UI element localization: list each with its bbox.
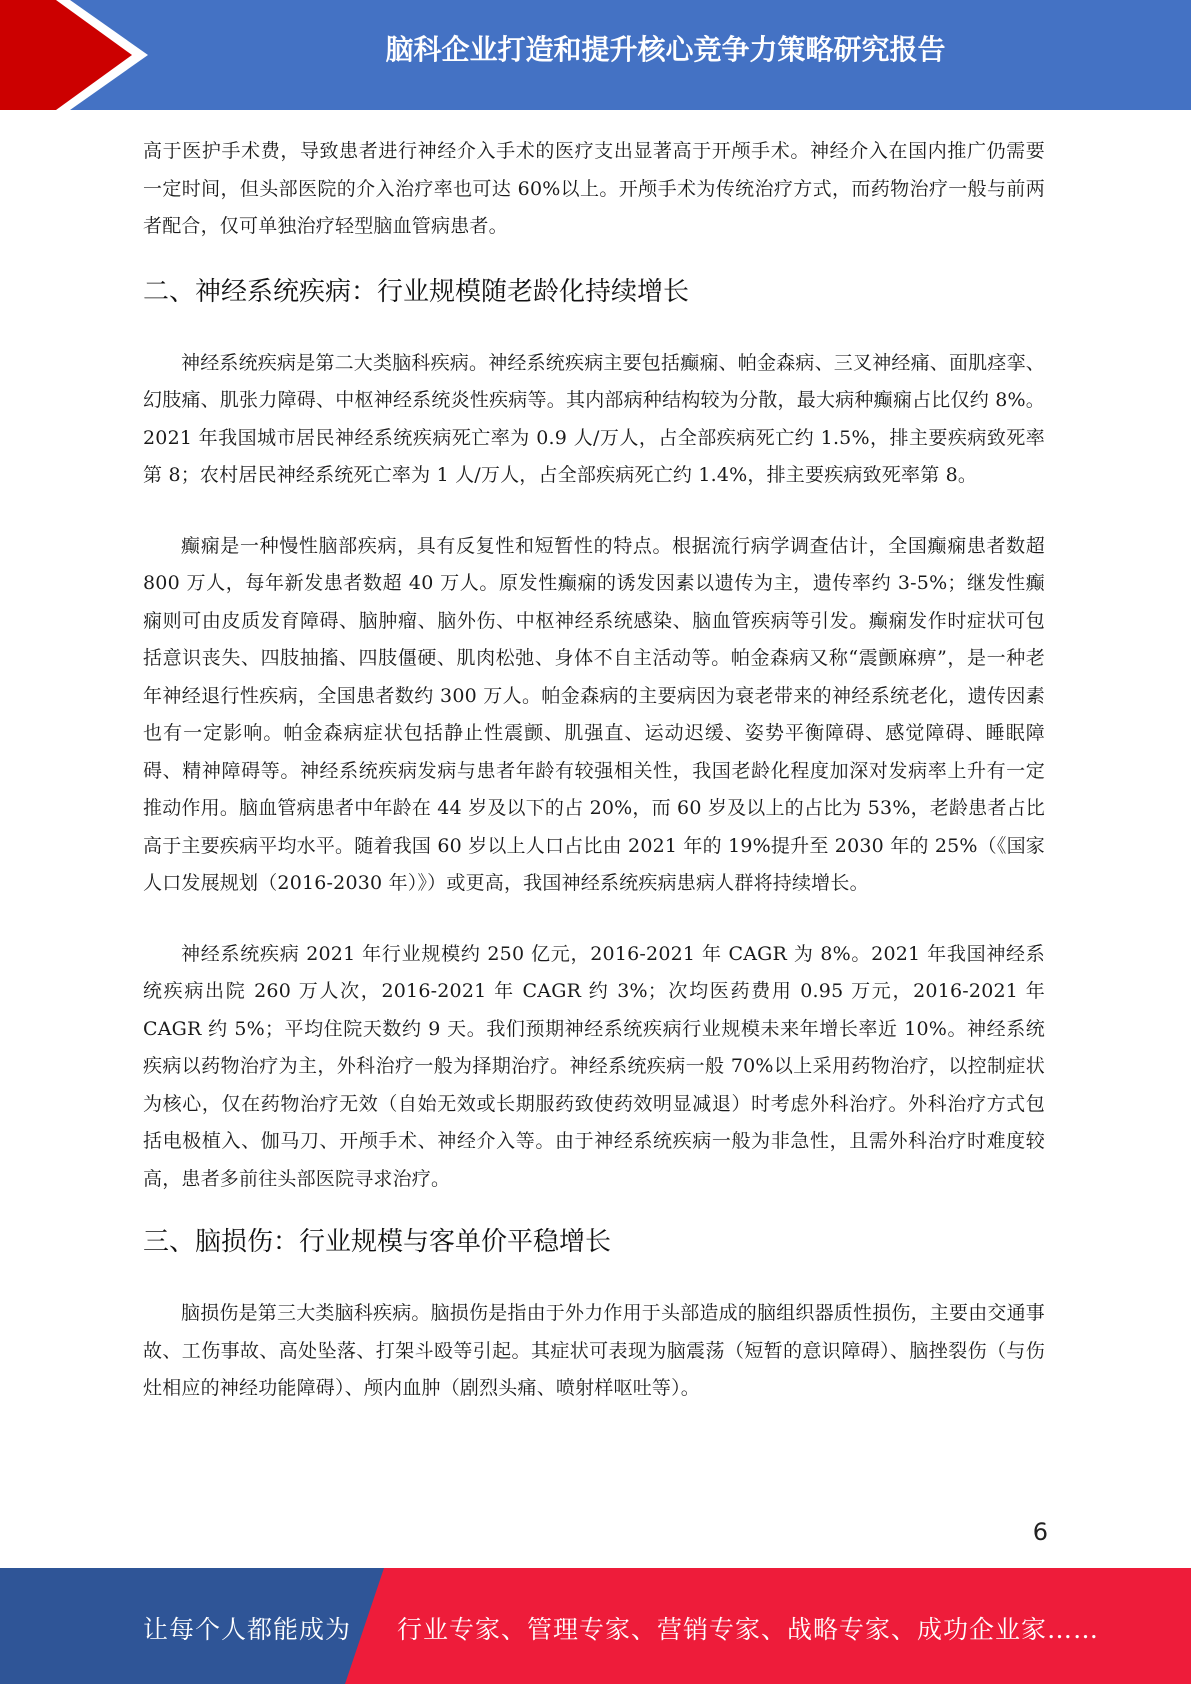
header-chevron-icon [0, 0, 160, 110]
section-heading-brain-injury: 三、脑损伤：行业规模与客单价平稳增长 [143, 1227, 612, 1257]
document-body [143, 133, 1045, 1408]
intro-paragraph: 高于医护手术费，导致患者进行神经介入手术的医疗支出显著高于开颅手术。神经介入在国内推广仍需要一定时间，但头部医院的介入治疗率也可达 60%以上。开颅手术为传统治疗方式，而药物治疗一般与前两者配合，仅可单独治疗轻型脑血管病患者。 [143, 140, 1045, 237]
section-heading-neurological: 二、神经系统疾病：行业规模随老龄化持续增长 [143, 276, 690, 307]
paragraph-market-size: 神经系统疾病 2021 年行业规模约 250 亿元，2016-2021 年 CAGR 为 8%。2021 年我国神经系统疾病出院 260 万人次，2016-2021 年 CAGR 约 3%；次均医药费用 0.95 万元，2016-2021 年 CAGR 约 5%；平均住院天数约 9 天。我们预期神经系统疾病行业规模未来年增长率近 10%。神经系统疾病以药物治疗为主，外科治疗一般为择期治疗。神经系统疾病一般 70%以上采用药物治疗，以控制症状为核心，仅在药物治疗无效（自始无效或长期服药致使药效明显减退）时考虑外科治疗。外科治疗方式包括电极植入、伽马刀、开颅手术、神经介入等。由于神经系统疾病一般为非急性，且需外科治疗时难度较高，患者多前往头部医院寻求治疗。 [143, 942, 1045, 1190]
paragraph-epilepsy-parkinson: 癫痫是一种慢性脑部疾病，具有反复性和短暂性的特点。根据流行病学调查估计，全国癫痫患者数超 800 万人，每年新发患者数超 40 万人。原发性癫痫的诱发因素以遗传为主，遗传率约 3-5%；继发性癫痫则可由皮质发育障碍、脑肿瘤、脑外伤、中枢神经系统感染、脑血管疾病等引发。癫痫发作时症状可包括意识丧失、四肢抽搐、四肢僵硬、肌肉松弛、身体不自主活动等。帕金森病又称“震颤麻痹”，是一种老年神经退行性疾病，全国患者数约 300 万人。帕金森病的主要病因为衰老带来的神经系统老化，遗传因素也有一定影响。帕金森病症状包括静止性震颤、肌强直、运动迟缓、姿势平衡障碍、感觉障碍、睡眠障碍、精神障碍等。神经系统疾病发病与患者年龄有较强相关性，我国老龄化程度加深对发病率上升有一定推动作用。脑血管病患者中年龄在 44 岁及以下的占 20%，而 60 岁及以上的占比为 53%，老龄患者占比高于主要疾病平均水平。随着我国 60 岁以上人口占比由 2021 年的 19%提升至 2030 年的 25%（《国家人口发展规划（2016-2030 年）》）或更高，我国神经系统疾病患病人群将持续增长。 [143, 534, 1045, 894]
page-number: 6 [1032, 1518, 1048, 1546]
page-header-title: 脑科企业打造和提升核心竞争力策略研究报告 [385, 33, 946, 66]
footer-slogan-right: 行业专家、管理专家、营销专家、战略专家、成功企业家…… [397, 1615, 1100, 1644]
paragraph-brain-injury: 脑损伤是第三大类脑科疾病。脑损伤是指由于外力作用于头部造成的脑组织器质性损伤，主要由交通事故、工伤事故、高处坠落、打架斗殴等引起。其症状可表现为脑震荡（短暂的意识障碍）、脑挫裂伤（与伤灶相应的神经功能障碍）、颅内血肿（剧烈头痛、喷射样呕吐等）。 [143, 1302, 1046, 1399]
footer-slogan-left: 让每个人都能成为 [143, 1615, 352, 1644]
paragraph-neuro-overview: 神经系统疾病是第二大类脑科疾病。神经系统疾病主要包括癫痫、帕金森病、三叉神经痛、面肌痉挛、幻肢痛、肌张力障碍、中枢神经系统炎性疾病等。其内部病种结构较为分散，最大病种癫痫占比仅约 8%。2021 年我国城市居民神经系统疾病死亡率为 0.9 人/万人，占全部疾病死亡约 1.5%，排主要疾病致死率第 8；农村居民神经系统死亡率为 1 人/万人，占全部疾病死亡约 1.4%，排主要疾病致死率第 8。 [143, 351, 1046, 486]
